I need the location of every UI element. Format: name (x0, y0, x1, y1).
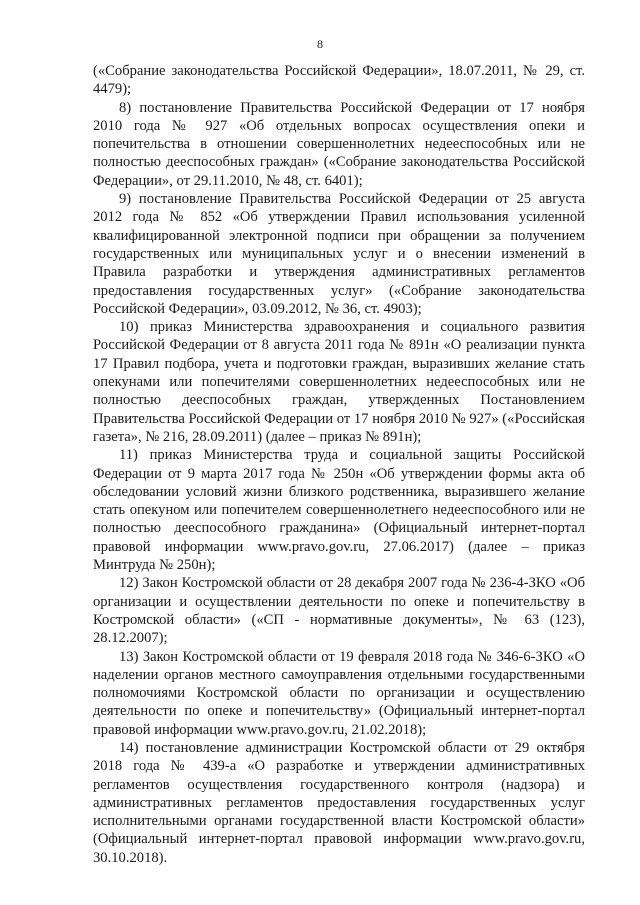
paragraph-item-8: 8) постановление Правительства Российской Федерации от 17 ноября 2010 года № 927 «Об отдельных вопросах осуществления опеки и попечительства в отношении совершеннолетних недееспособных или не полностью дееспособных граждан» («Собрание законодательства Российской Федерации», от 29.11.2010, № 48, ст. 6401); (93, 99, 585, 189)
paragraph-item-10: 10) приказ Министерства здравоохранения и социального развития Российской Федерации от 8 августа 2011 года № 891н «О реализации пункта 17 Правил подбора, учета и подготовки граждан, выразивших желание стать опекунами или попечителями совершеннолетних недееспособных или не полностью дееспособных граждан, утвержденных Постановлением Правительства Российской Федерации от 17 ноября 2010 № 927» («Российская газета», № 216, 28.09.2011) (далее – приказ № 891н); (93, 319, 585, 445)
paragraph-item-12: 12) Закон Костромской области от 28 декабря 2007 года № 236-4-ЗКО «Об организации и осуществлении деятельности по опеке и попечительству в Костромской области» («СП - нормативные документы», № 63 (123), 28.12.2007); (93, 575, 585, 647)
paragraph-item-11: 11) приказ Министерства труда и социальной защиты Российской Федерации от 9 марта 2017 года № 250н «Об утверждении формы акта об обследовании условий жизни близкого родственника, выразившего желание стать опекуном или попечителем совершеннолетнего недееспособного или не полностью дееспособного гражданина» (Официальный интернет-портал правовой информации www.pravo.gov.ru, 27.06.2017) (далее – приказ Минтруда № 250н); (93, 447, 585, 574)
page-number: 8 (317, 37, 323, 51)
paragraph-item-14: 14) постановление администрации Костромской области от 29 октября 2018 года № 439-а «О разработке и утверждении административных регламентов осуществления государственного контроля (надзора) и административных регламентов предоставления государственных услуг исполнительными органами государственной власти Костромской области» (Официальный интернет-портал правовой информации www.pravo.gov.ru, 30.10.2018). (93, 739, 585, 866)
paragraph-item-13: 13) Закон Костромской области от 19 февраля 2018 года № 346-6-ЗКО «О наделении органов местного самоуправления отдельными государственными полномочиями Костромской области по организации и осуществлению деятельности по опеке и попечительству» (Официальный интернет-портал правовой информации www.pravo.gov.ru, 21.02.2018); (93, 648, 585, 738)
document-body (93, 62, 585, 867)
paragraph-continuation: («Собрание законодательства Российской Федерации», 18.07.2011, № 29, ст. 4479); (93, 63, 585, 98)
paragraph-item-9: 9) постановление Правительства Российской Федерации от 25 августа 2012 года № 852 «Об утверждении Правил использования усиленной квалифицированной электронной подписи при обращении за получением государственных или муниципальных услуг и о внесении изменений в Правила разработки и утверждения административных регламентов предоставления государственных услуг» («Собрание законодательства Российской Федерации», 03.09.2012, № 36, ст. 4903); (93, 191, 585, 317)
